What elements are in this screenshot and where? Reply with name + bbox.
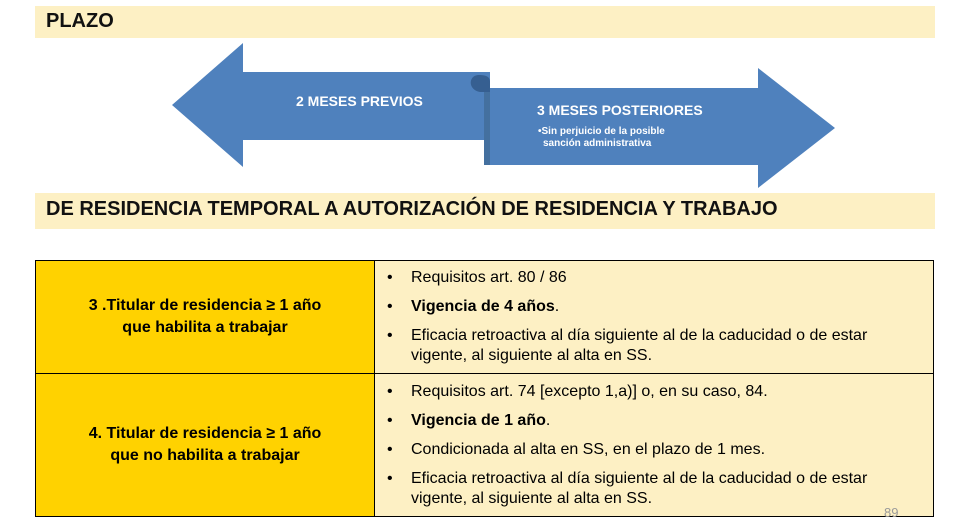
list-item: • Vigencia de 4 años. xyxy=(385,297,925,317)
requirements-table xyxy=(35,260,934,517)
list-item: • Requisitos art. 74 [excepto 1,a)] o, en su caso, 84. xyxy=(385,382,925,402)
row-label-line: 4. Titular de residencia ≥ 1 año xyxy=(88,425,322,442)
right-arrow-note-line1: •Sin perjuicio de la posible xyxy=(538,126,665,137)
row-label-line: que habilita a trabajar xyxy=(122,319,288,336)
table-row xyxy=(36,374,934,517)
row-detail-cell xyxy=(375,374,934,517)
section-title: DE RESIDENCIA TEMPORAL A AUTORIZACIÓN DE RESIDENCIA Y TRABAJO xyxy=(46,198,778,220)
right-arrow-note-line2: sanción administrativa xyxy=(543,138,652,149)
row-label-cell xyxy=(36,374,375,517)
list-item: • Condicionada al alta en SS, en el plazo de 1 mes. xyxy=(385,440,925,460)
row-label-line: que no habilita a trabajar xyxy=(110,447,300,464)
timeline-arrows-graphic xyxy=(0,0,970,193)
row-label-cell xyxy=(36,261,375,374)
row-label-line: 3 .Titular de residencia ≥ 1 año xyxy=(88,297,322,314)
table-row xyxy=(36,261,934,374)
plazo-title: PLAZO xyxy=(46,10,114,32)
row-detail-cell xyxy=(375,261,934,374)
list-item: • Eficacia retroactiva al día siguiente al de la caducidad o de estar vigente, al siguiente al alta en SS. xyxy=(385,469,925,509)
right-arrow-label: 3 MESES POSTERIORES xyxy=(537,102,703,118)
list-item: • Eficacia retroactiva al día siguiente al de la caducidad o de estar vigente, al siguiente al alta en SS. xyxy=(385,326,925,366)
page-number: 89 xyxy=(884,505,899,520)
list-item: • Requisitos art. 80 / 86 xyxy=(385,268,925,288)
left-arrow-label: 2 MESES PREVIOS xyxy=(296,93,423,109)
list-item: • Vigencia de 1 año. xyxy=(385,411,925,431)
